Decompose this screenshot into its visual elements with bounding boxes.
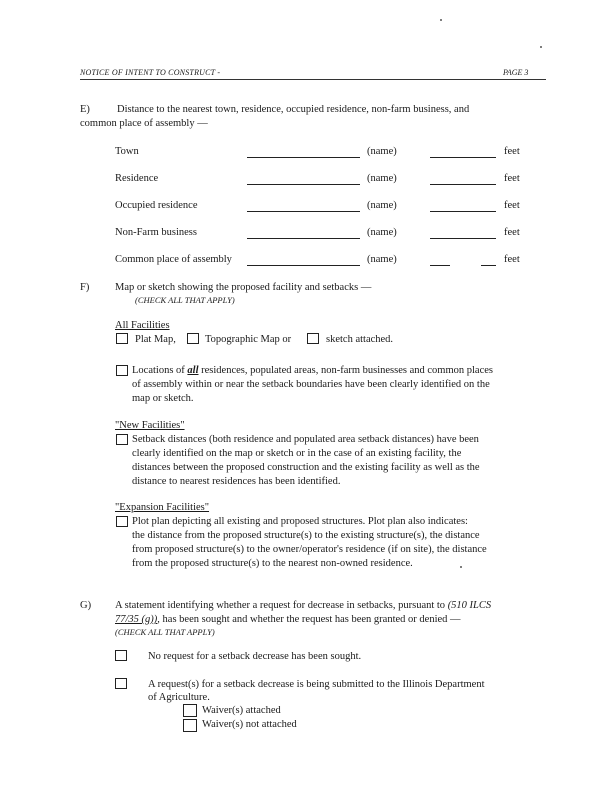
- section-g-line2-text: , has been sought and whether the request has been granted or denied —: [157, 614, 461, 625]
- section-g-check-note: (CHECK ALL THAT APPLY): [115, 627, 215, 637]
- section-e-text-line1: Distance to the nearest town, residence, occupied residence, non-farm business, and: [117, 104, 470, 115]
- new-facilities-line4: distance to nearest residences has been identified.: [132, 476, 341, 487]
- scan-speck: [540, 46, 542, 48]
- plat-map-label: Plat Map,: [135, 334, 176, 345]
- scan-speck: [460, 566, 462, 568]
- section-f-letter: F): [80, 282, 90, 293]
- scan-speck: [440, 19, 442, 21]
- row-unit: feet: [504, 173, 520, 184]
- topographic-map-label: Topographic Map or: [205, 334, 292, 345]
- row-label-common-place-of-assembly: Common place of assembly: [115, 254, 232, 265]
- section-e-letter: E): [80, 104, 90, 115]
- section-e-text-line2: common place of assembly —: [80, 118, 208, 129]
- locations-pre: Locations of: [132, 365, 185, 376]
- section-g-line1-text: A statement identifying whether a request for decrease in setbacks, pursuant to: [115, 600, 446, 611]
- town-name-field[interactable]: [247, 157, 360, 158]
- waiver-attached-checkbox[interactable]: [183, 704, 197, 717]
- request-submitted-line1: A request(s) for a setback decrease is being submitted to the Illinois Department: [148, 679, 485, 690]
- row-label-residence: Residence: [115, 173, 159, 184]
- occupied-residence-name-field[interactable]: [247, 211, 360, 212]
- new-facilities-line3: distances between the proposed construction and the existing facility as well as the: [132, 462, 480, 473]
- row-unit: feet: [504, 146, 520, 157]
- waiver-not-attached-label: Waiver(s) not attached: [202, 719, 297, 730]
- all-facilities-heading: All Facilities: [115, 320, 170, 331]
- row-name-caption: (name): [367, 200, 397, 211]
- row-label-non-farm-business: Non-Farm business: [115, 227, 197, 238]
- row-name-caption: (name): [367, 173, 397, 184]
- header-page-number: PAGE 3: [503, 68, 529, 77]
- header-rule: [80, 79, 546, 80]
- town-feet-field[interactable]: [430, 157, 496, 158]
- row-label-occupied-residence: Occupied residence: [115, 200, 198, 211]
- request-submitted-line2: of Agriculture.: [148, 692, 210, 703]
- common-place-name-field[interactable]: [247, 265, 360, 266]
- section-g-statute-citation-cont: 77/35 (g)): [115, 614, 158, 625]
- request-submitted-checkbox[interactable]: [115, 678, 127, 689]
- section-g-line2: [115, 614, 461, 625]
- residence-name-field[interactable]: [247, 184, 360, 185]
- row-unit: feet: [504, 254, 520, 265]
- new-facilities-line1: Setback distances (both residence and populated area setback distances) have been: [132, 434, 479, 445]
- sketch-checkbox[interactable]: [307, 333, 319, 344]
- section-g-letter: G): [80, 600, 92, 611]
- expansion-facilities-heading: "Expansion Facilities": [115, 502, 210, 513]
- row-label-town: Town: [115, 146, 139, 157]
- locations-line2: of assembly within or near the setback boundaries have been clearly identified on the: [132, 379, 490, 390]
- section-g-line1: [115, 600, 491, 611]
- sketch-label: sketch attached.: [326, 334, 394, 345]
- common-place-feet-field-b[interactable]: [481, 265, 496, 266]
- new-facilities-line2: clearly identified on the map or sketch or in the case of an existing facility, the: [132, 448, 462, 459]
- plat-map-checkbox[interactable]: [116, 333, 128, 344]
- non-farm-business-feet-field[interactable]: [430, 238, 496, 239]
- section-f-check-note: (CHECK ALL THAT APPLY): [135, 295, 235, 305]
- expansion-facilities-line3: from proposed structure(s) to the owner/operator's residence (if on site), the distance: [132, 544, 487, 555]
- header-title: NOTICE OF INTENT TO CONSTRUCT -: [80, 68, 221, 77]
- no-request-label: No request for a setback decrease has been sought.: [148, 651, 362, 662]
- section-g-statute-citation: (510 ILCS: [447, 600, 492, 611]
- common-place-feet-field-a[interactable]: [430, 265, 450, 266]
- expansion-facilities-line1: Plot plan depicting all existing and proposed structures. Plot plan also indicates:: [132, 516, 468, 527]
- row-name-caption: (name): [367, 254, 397, 265]
- row-name-caption: (name): [367, 146, 397, 157]
- locations-checkbox[interactable]: [116, 365, 128, 376]
- new-facilities-checkbox[interactable]: [116, 434, 128, 445]
- topographic-map-checkbox[interactable]: [187, 333, 199, 344]
- locations-line1-rest: residences, populated areas, non-farm businesses and common places: [201, 365, 493, 376]
- locations-line3: map or sketch.: [132, 393, 194, 404]
- expansion-facilities-checkbox[interactable]: [116, 516, 128, 527]
- row-unit: feet: [504, 227, 520, 238]
- residence-feet-field[interactable]: [430, 184, 496, 185]
- row-unit: feet: [504, 200, 520, 211]
- row-name-caption: (name): [367, 227, 397, 238]
- waiver-not-attached-checkbox[interactable]: [183, 719, 197, 732]
- expansion-facilities-line2: the distance from the proposed structure(s) to the existing structure(s), the distance: [132, 530, 480, 541]
- section-f-text: Map or sketch showing the proposed facility and setbacks —: [115, 282, 372, 293]
- no-request-checkbox[interactable]: [115, 650, 127, 661]
- expansion-facilities-line4: from the proposed structure(s) to the nearest non-owned residence.: [132, 558, 413, 569]
- locations-emph: all: [187, 365, 199, 376]
- locations-line1: [132, 365, 493, 376]
- occupied-residence-feet-field[interactable]: [430, 211, 496, 212]
- waiver-attached-label: Waiver(s) attached: [202, 705, 281, 716]
- non-farm-business-name-field[interactable]: [247, 238, 360, 239]
- new-facilities-heading: "New Facilities": [115, 420, 185, 431]
